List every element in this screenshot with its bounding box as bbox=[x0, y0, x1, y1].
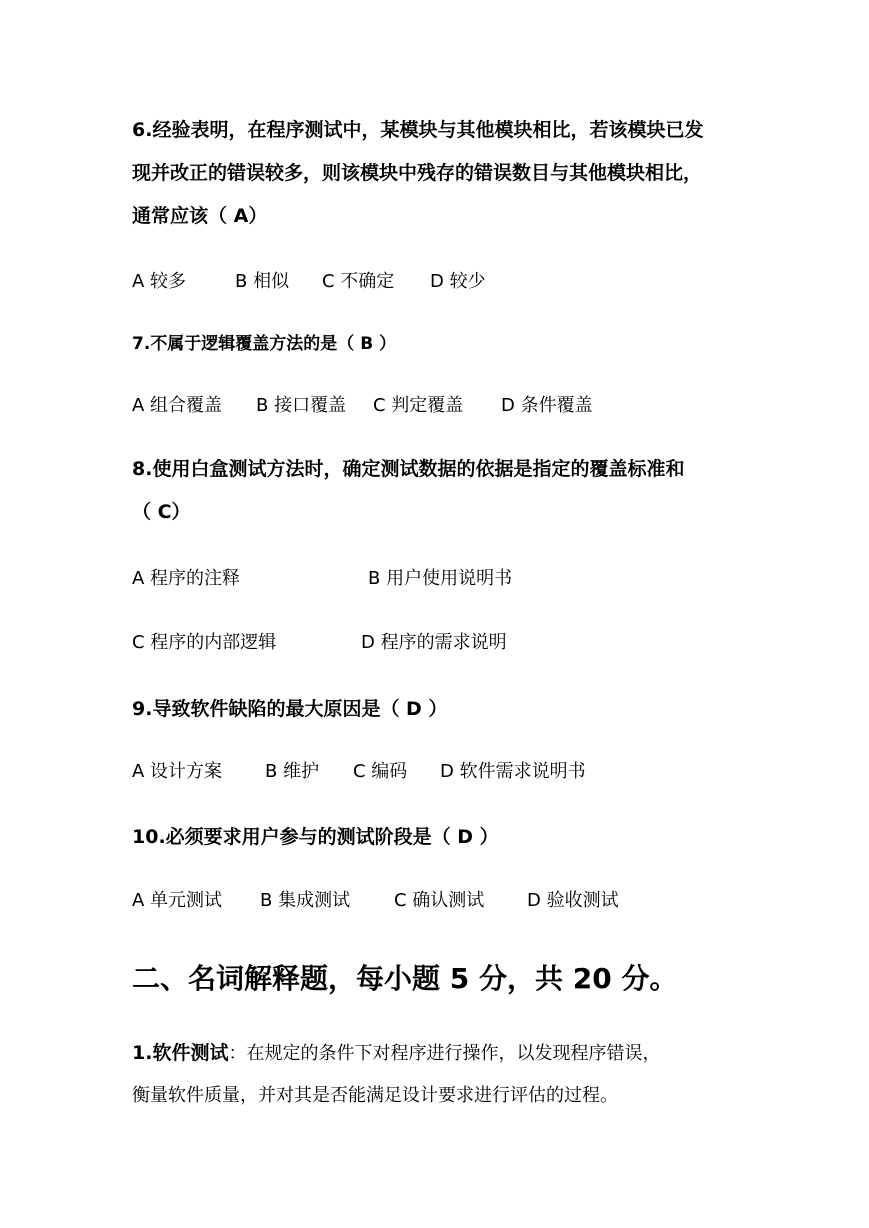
question-9 bbox=[132, 688, 742, 731]
question-8-line-2: （ C） bbox=[132, 501, 191, 523]
option-a: A 单元测试 bbox=[132, 890, 223, 911]
option-d: D 程序的需求说明 bbox=[361, 632, 507, 653]
option-a: A 较多 bbox=[132, 271, 187, 292]
option-c: C 判定覆盖 bbox=[373, 395, 464, 416]
option-c: C 程序的内部逻辑 bbox=[132, 632, 277, 653]
question-6-line-1: 6.经验表明，在程序测试中，某模块与其他模块相比，若该模块已发 bbox=[132, 119, 704, 141]
question-7-line-1: 7.不属于逻辑覆盖方法的是（ B ） bbox=[132, 334, 397, 354]
option-c: C 确认测试 bbox=[394, 890, 485, 911]
option-d: D 软件需求说明书 bbox=[440, 761, 586, 782]
question-10 bbox=[132, 816, 742, 859]
option-a: A 设计方案 bbox=[132, 761, 223, 782]
option-b: B 接口覆盖 bbox=[256, 395, 347, 416]
term-definition-line-1: ：在规定的条件下对程序进行操作，以发现程序错误， bbox=[228, 1043, 661, 1064]
question-8 bbox=[132, 448, 742, 534]
option-d: D 较少 bbox=[430, 271, 486, 292]
section-title: 二、名词解释题，每小题 5 分，共 20 分。 bbox=[132, 962, 678, 995]
option-d: D 条件覆盖 bbox=[501, 395, 593, 416]
option-b: B 相似 bbox=[235, 271, 290, 292]
term-name: 1.软件测试 bbox=[132, 1042, 229, 1064]
term-definition-1 bbox=[132, 1032, 752, 1117]
question-9-line-1: 9.导致软件缺陷的最大原因是（ D ） bbox=[132, 698, 448, 720]
term-definition-line-2: 衡量软件质量，并对其是否能满足设计要求进行评估的过程。 bbox=[132, 1085, 618, 1106]
question-10-line-1: 10.必须要求用户参与的测试阶段是（ D ） bbox=[132, 826, 499, 848]
option-a: A 程序的注释 bbox=[132, 568, 241, 589]
question-8-line-1: 8.使用白盒测试方法时，确定测试数据的依据是指定的覆盖标准和 bbox=[132, 458, 685, 480]
option-c: C 不确定 bbox=[322, 271, 395, 292]
option-a: A 组合覆盖 bbox=[132, 395, 223, 416]
option-d: D 验收测试 bbox=[527, 890, 619, 911]
option-b: B 用户使用说明书 bbox=[368, 568, 513, 589]
question-6 bbox=[132, 109, 742, 238]
option-b: B 集成测试 bbox=[260, 890, 351, 911]
question-6-line-3: 通常应该（ A） bbox=[132, 205, 268, 227]
option-b: B 维护 bbox=[265, 761, 320, 782]
question-6-line-2: 现并改正的错误较多，则该模块中残存的错误数目与其他模块相比， bbox=[132, 162, 703, 184]
question-7 bbox=[132, 323, 742, 366]
term-line-1 bbox=[132, 1032, 752, 1075]
option-c: C 编码 bbox=[353, 761, 408, 782]
